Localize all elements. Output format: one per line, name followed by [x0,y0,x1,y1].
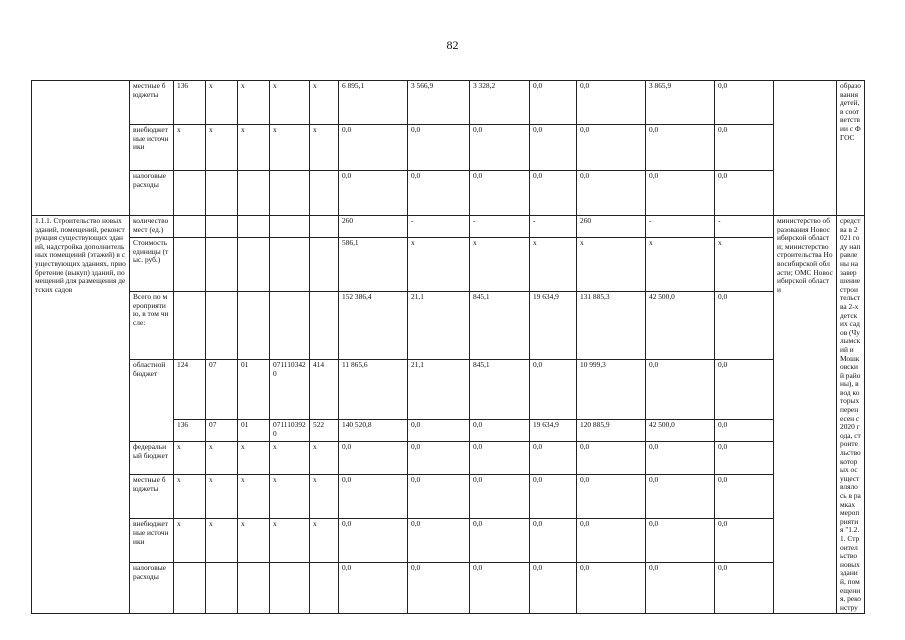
value-cell: 6 895,1 [339,81,408,125]
value-cell: 3 328,2 [470,81,530,125]
csr-cell: x [270,125,310,171]
source-cell: местные бюджеты [130,81,174,125]
value-cell: 0,0 [715,171,774,216]
value-cell: 42 500,0 [646,292,715,360]
value-cell: 0,0 [470,420,530,442]
measure-name-cell: 1.1.1. Строительство новых зданий, помещений, реконструкция существующих зданий, надстройка дополнительных помещений (этажей) в существующих зданиях, приобретение (выкуп) зданий, помещений для размещения детских садов [32,216,130,614]
csr-cell: x [270,81,310,125]
csr-cell [270,216,310,238]
value-cell: 0,0 [715,292,774,360]
table-row [32,216,865,238]
value-cell: 0,0 [470,519,530,563]
value-cell: 586,1 [339,238,408,292]
value-cell: 0,0 [339,563,408,614]
value-cell: 0,0 [646,360,715,420]
grbs-cell: x [174,475,206,519]
value-cell: 152 386,4 [339,292,408,360]
value-cell: 0,0 [577,442,646,475]
value-cell: 0,0 [646,475,715,519]
rz-cell: 07 [206,420,238,442]
grbs-cell: x [174,519,206,563]
value-cell: x [470,238,530,292]
value-cell: 0,0 [715,475,774,519]
value-cell: 0,0 [408,442,470,475]
pr-cell: 01 [238,420,270,442]
csr-cell: x [270,475,310,519]
source-cell: Стоимость единицы (тыс. руб.) [130,238,174,292]
rz-cell [206,171,238,216]
measure-name-cell [32,81,130,216]
vr-cell [310,238,339,292]
table-row [32,442,865,475]
csr-cell: 0711103420 [270,360,310,420]
rz-cell [206,292,238,360]
table-row [32,171,865,216]
info-cell: средства в 2021 году направлены на завершение строительства 2-х детских садов (Чулымский и Мошковский районы), ввод которых перенесен с 2020 года, строительство которых осуществлялось в рамках мероприятия "1.2.1. Строительство новых зданий, помещения, реконстру [837,216,865,614]
value-cell: 10 999,3 [577,360,646,420]
value-cell: 19 634,9 [530,292,577,360]
pr-cell [238,216,270,238]
grbs-cell: x [174,125,206,171]
pr-cell [238,238,270,292]
table-row [32,519,865,563]
value-cell: x [646,238,715,292]
value-cell: x [408,238,470,292]
vr-cell [310,292,339,360]
value-cell: 845,1 [470,292,530,360]
rz-cell: x [206,442,238,475]
value-cell: 0,0 [577,519,646,563]
source-cell: областной бюджет [130,360,174,442]
vr-cell: x [310,475,339,519]
value-cell: - [530,216,577,238]
value-cell: 0,0 [408,563,470,614]
pr-cell: x [238,475,270,519]
vr-cell: x [310,81,339,125]
value-cell: 0,0 [339,475,408,519]
source-cell: внебюджетные источники [130,125,174,171]
value-cell: 0,0 [470,475,530,519]
value-cell: 0,0 [530,125,577,171]
source-cell: налоговые расходы [130,563,174,614]
vr-cell [310,563,339,614]
grbs-cell [174,292,206,360]
pr-cell: 01 [238,360,270,420]
table-row [32,292,865,360]
value-cell: 3 566,9 [408,81,470,125]
csr-cell: x [270,519,310,563]
value-cell: 0,0 [530,171,577,216]
pr-cell: x [238,442,270,475]
pr-cell: x [238,519,270,563]
csr-cell [270,563,310,614]
value-cell: 0,0 [530,563,577,614]
grbs-cell: x [174,442,206,475]
value-cell: 0,0 [470,171,530,216]
source-cell: количество мест (ед.) [130,216,174,238]
pr-cell: x [238,125,270,171]
value-cell: - [470,216,530,238]
source-cell: внебюджетные источники [130,519,174,563]
grbs-cell: 136 [174,420,206,442]
value-cell: x [577,238,646,292]
value-cell: 0,0 [715,360,774,420]
value-cell: 0,0 [530,519,577,563]
value-cell: 0,0 [715,519,774,563]
value-cell: 0,0 [339,519,408,563]
pr-cell: x [238,81,270,125]
csr-cell: x [270,442,310,475]
table-row [32,238,865,292]
value-cell: 0,0 [530,81,577,125]
vr-cell: x [310,125,339,171]
value-cell: 0,0 [577,475,646,519]
value-cell: 0,0 [646,519,715,563]
pr-cell [238,171,270,216]
table-row [32,563,865,614]
value-cell: 0,0 [339,171,408,216]
value-cell: 0,0 [577,171,646,216]
responsible-cell: министерство образования Новосибирской области; министерство строительства Новосибирской области; ОМС Новосибирской области [774,216,837,614]
value-cell: 0,0 [646,171,715,216]
vr-cell [310,171,339,216]
budget-table [31,80,865,614]
value-cell: 0,0 [470,442,530,475]
value-cell: 19 634,9 [530,420,577,442]
rz-cell: x [206,475,238,519]
csr-cell [270,171,310,216]
value-cell: 0,0 [646,563,715,614]
value-cell: 131 885,3 [577,292,646,360]
value-cell: 0,0 [470,563,530,614]
value-cell: 120 885,9 [577,420,646,442]
value-cell: 0,0 [530,475,577,519]
value-cell: 0,0 [408,171,470,216]
vr-cell: x [310,519,339,563]
pr-cell [238,292,270,360]
source-cell: налоговые расходы [130,171,174,216]
rz-cell [206,563,238,614]
value-cell: 0,0 [408,475,470,519]
grbs-cell [174,238,206,292]
grbs-cell: 136 [174,81,206,125]
value-cell: 0,0 [715,81,774,125]
rz-cell [206,238,238,292]
value-cell: 11 865,6 [339,360,408,420]
value-cell: 0,0 [408,519,470,563]
value-cell: 0,0 [339,442,408,475]
responsible-cell [774,81,837,216]
table-row [32,475,865,519]
value-cell: 140 520,8 [339,420,408,442]
source-cell: местные бюджеты [130,475,174,519]
grbs-cell [174,216,206,238]
rz-cell [206,216,238,238]
value-cell: 21,1 [408,360,470,420]
value-cell: 3 865,9 [646,81,715,125]
value-cell: 0,0 [715,563,774,614]
rz-cell: x [206,81,238,125]
table-row [32,360,865,420]
value-cell: 0,0 [715,442,774,475]
grbs-cell: 124 [174,360,206,420]
page-number: 82 [446,38,459,52]
rz-cell: x [206,519,238,563]
info-cell: образования детей, в соответствии с ФГОС [837,81,865,216]
rz-cell: x [206,125,238,171]
csr-cell [270,238,310,292]
vr-cell: 414 [310,360,339,420]
source-cell: Всего по мероприятию, в том числе: [130,292,174,360]
value-cell: 0,0 [339,125,408,171]
table-row [32,125,865,171]
value-cell: 0,0 [530,360,577,420]
value-cell: x [715,238,774,292]
value-cell: 0,0 [408,420,470,442]
value-cell: 845,1 [470,360,530,420]
vr-cell: x [310,442,339,475]
value-cell: - [646,216,715,238]
value-cell: 0,0 [577,81,646,125]
vr-cell: 522 [310,420,339,442]
value-cell: 21,1 [408,292,470,360]
source-cell: федеральный бюджет [130,442,174,475]
value-cell: 0,0 [646,125,715,171]
value-cell: x [530,238,577,292]
vr-cell [310,216,339,238]
value-cell: - [715,216,774,238]
value-cell: 0,0 [715,125,774,171]
value-cell: 0,0 [408,125,470,171]
value-cell: 260 [339,216,408,238]
table-row [32,81,865,125]
rz-cell: 07 [206,360,238,420]
value-cell: 0,0 [715,420,774,442]
pr-cell [238,563,270,614]
grbs-cell [174,563,206,614]
csr-cell: 0711103920 [270,420,310,442]
value-cell: - [408,216,470,238]
value-cell: 0,0 [577,125,646,171]
value-cell: 0,0 [530,442,577,475]
grbs-cell [174,171,206,216]
value-cell: 0,0 [577,563,646,614]
value-cell: 0,0 [646,442,715,475]
value-cell: 0,0 [470,125,530,171]
value-cell: 260 [577,216,646,238]
csr-cell [270,292,310,360]
value-cell: 42 500,0 [646,420,715,442]
